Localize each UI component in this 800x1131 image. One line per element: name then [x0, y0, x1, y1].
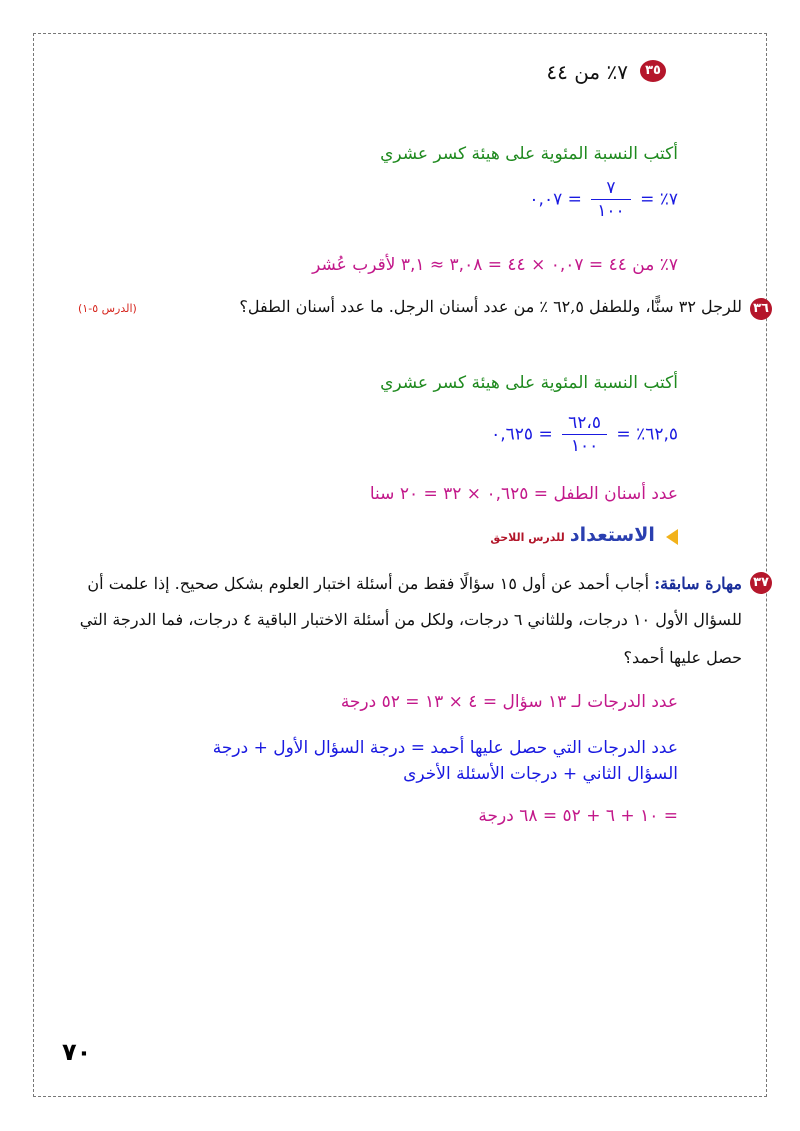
question-35-badge: ٣٥ — [640, 60, 666, 82]
solution-37-line1: عدد الدرجات لـ ١٣ سؤال = ٤ × ١٣ = ٥٢ درجة — [340, 692, 678, 712]
solution-35-equation — [529, 177, 678, 222]
question-36-text: للرجل ٣٢ سنًّا، وللطفل ٦٢,٥ ٪ من عدد أسنان الرجل. ما عدد أسنان الطفل؟ — [239, 297, 742, 316]
solution-36-frac-num: ٦٢،٥ — [562, 412, 607, 435]
solution-36-equation — [491, 412, 678, 457]
question-36-badge: ٣٦ — [750, 298, 772, 320]
solution-36-instruction: أكتب النسبة المئوية على هيئة كسر عشري — [380, 373, 678, 393]
solution-37-line4: = ١٠ + ٦ + ٥٢ = ٦٨ درجة — [478, 806, 678, 826]
question-37-badge: ٣٧ — [750, 572, 772, 594]
question-37-line3: حصل عليها أحمد؟ — [623, 648, 742, 667]
question-37-line1-text: أجاب أحمد عن أول ١٥ سؤالًا فقط من أسئلة اختبار العلوم بشكل صحيح. إذا علمت أن — [87, 574, 650, 593]
question-37-skill-label: مهارة سابقة: — [654, 574, 742, 593]
prep-header — [490, 524, 678, 546]
question-37-line2: للسؤال الأول ١٠ درجات، وللثاني ٦ درجات، ولكل من أسئلة الاختبار الباقية ٤ درجات، فما الدرجة التي — [79, 610, 742, 629]
solution-36-eq-right: = ٠,٦٢٥ — [491, 424, 553, 445]
solution-35-frac-den: ١٠٠ — [597, 201, 625, 221]
solution-35-fraction — [591, 177, 630, 222]
solution-35-eq-right: = ٠,٠٧ — [529, 189, 582, 210]
solution-35-eq-left: ٧٪ = — [640, 189, 678, 210]
solution-36-result: عدد أسنان الطفل = ٠,٦٢٥ × ٣٢ = ٢٠ سنا — [369, 484, 678, 504]
solution-37-line2: عدد الدرجات التي حصل عليها أحمد = درجة السؤال الأول + درجة — [212, 738, 678, 758]
question-35-text: ٧٪ من ٤٤ — [546, 60, 628, 84]
prep-subtitle: للدرس اللاحق — [490, 531, 565, 544]
page-number: ٧٠ — [62, 1038, 92, 1066]
solution-35-instruction: أكتب النسبة المئوية على هيئة كسر عشري — [380, 144, 678, 164]
question-36-lesson-ref: (الدرس ٥-١) — [78, 302, 137, 315]
solution-36-eq-left: ٦٢,٥٪ = — [616, 424, 678, 445]
solution-35-frac-num: ٧ — [591, 177, 630, 200]
solution-35-result: ٧٪ من ٤٤ = ٠,٠٧ × ٤٤ = ٣,٠٨ ≈ ٣,١ لأقرب عُشر — [312, 255, 678, 275]
solution-36-fraction — [562, 412, 607, 457]
prep-title: الاستعداد — [569, 524, 655, 546]
triangle-icon — [666, 529, 678, 545]
solution-37-line3: السؤال الثاني + درجات الأسئلة الأخرى — [403, 764, 678, 784]
question-37-line1 — [87, 574, 742, 593]
solution-36-frac-den: ١٠٠ — [570, 436, 599, 456]
